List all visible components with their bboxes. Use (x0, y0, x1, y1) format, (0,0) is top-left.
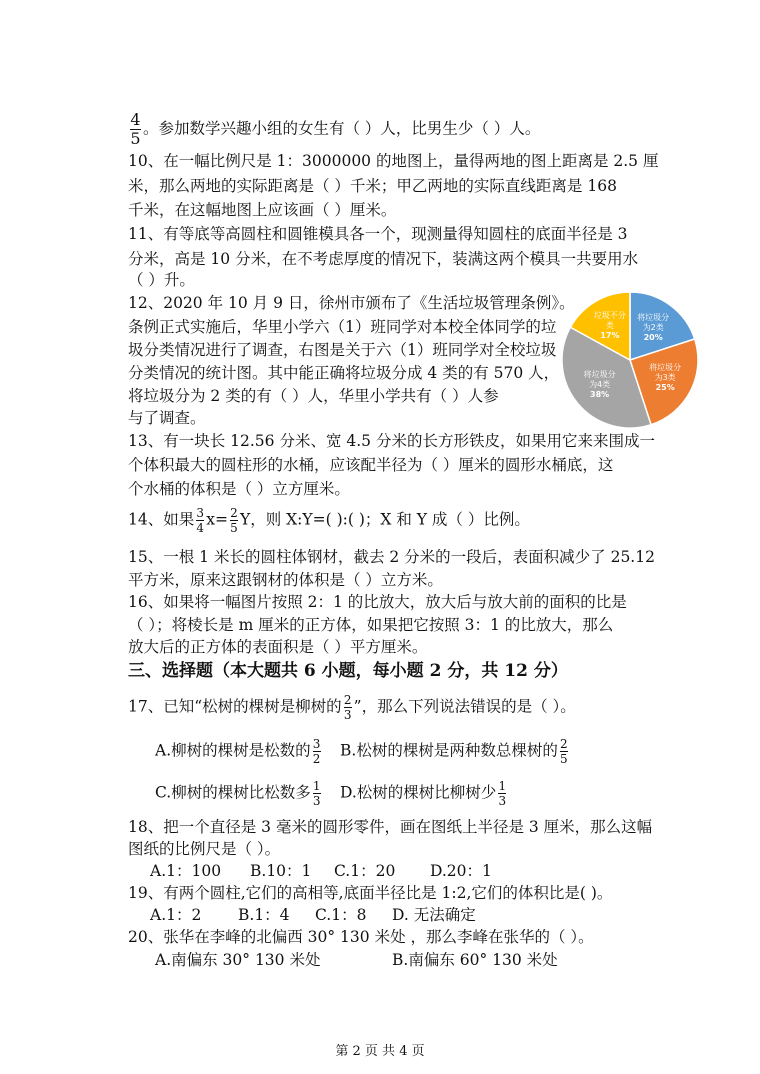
q17-option-c: C.柳树的棵树比松数多 $\frac{1}{3}$ (155, 779, 321, 808)
q12-line2: 条例正式实施后，华里小学六（1）班同学对本校全体同学的垃 (128, 318, 557, 336)
q19-line1: 19、有两个圆柱,它们的高相等,底面半径比是 1:2,它们的体积比是( )。 (128, 884, 613, 902)
q14-line: 14、如果 $\frac{3}{4}$ x= $\frac{2}{5}$ Y，则 X:Y=( ):( )；X 和 Y 成（ ）比例。 (128, 506, 530, 535)
q17-fraction: $\frac{2}{3}$ (343, 693, 352, 722)
q16-line2: （ ）；将棱长是 m 厘米的正方体，如果把它按照 3：1 的比放大，那么 (128, 616, 614, 634)
q13-line1: 13、有一块长 12.56 分米、宽 4.5 分米的长方形铁皮，如果用它来来围成一 (128, 432, 655, 450)
q10-line1: 10、在一幅比例尺是 1：3000000 的地图上，量得两地的图上距离是 2.5 厘 (128, 152, 659, 170)
q13-line3: 个水桶的体积是（ ）立方厘米。 (128, 480, 350, 498)
q12-line1: 12、2020 年 10 月 9 日，徐州市颁布了《生活垃圾管理条例》。 (128, 294, 575, 312)
q12-line5: 将垃圾分为 2 类的有（ ）人，华里小学共有（ ）人参 (128, 387, 499, 405)
q14-fraction-1: $\frac{3}{4}$ (196, 506, 205, 535)
q19-option-c: C.1：8 (315, 906, 367, 924)
q18-line1: 18、把一个直径是 3 毫米的圆形零件，画在图纸上半径是 3 厘米，那么这幅 (128, 818, 653, 836)
q17-option-a: A.柳树的棵树是松数的 $\frac{3}{2}$ (155, 737, 321, 766)
q18-option-c: C.1：20 (334, 862, 396, 880)
q10-line2: 米，那么两地的实际距离是（ ）千米；甲乙两地的实际直线距离是 168 (128, 177, 617, 195)
q17-option-b: B.松树的棵树是两种数总棵树的 $\frac{2}{5}$ (340, 737, 568, 766)
q9-fraction: $\frac{4}{5}$ (130, 110, 141, 148)
q15-line1: 15、一根 1 米长的圆柱体钢材，截去 2 分米的一段后，表面积减少了 25.12 (128, 548, 655, 566)
q18-option-a: A.1：100 (150, 862, 222, 880)
q13-line2: 个体积最大的圆柱形的水桶，应该配半径为（ ）厘米的圆形水桶底，这 (128, 456, 614, 474)
garbage-sorting-pie-chart (555, 285, 705, 435)
section3-heading: 三、选择题（本大题共 6 小题，每小题 2 分，共 12 分） (128, 661, 568, 681)
q18-option-d: D.20：1 (430, 862, 492, 880)
pie-label-1: 将垃圾分为3类 25% (649, 362, 682, 392)
q17-option-d: D.松树的棵树比柳树少 $\frac{1}{3}$ (340, 779, 507, 808)
q11-line1: 11、有等底等高圆柱和圆锥模具各一个，现测量得知圆柱的底面半径是 3 (128, 225, 628, 243)
q12-line4: 分类情况的统计图。其中能正确将垃圾分成 4 类的有 570 人， (128, 364, 560, 382)
q19-option-b: B.1：4 (238, 906, 290, 924)
q20-option-b: B.南偏东 60° 130 米处 (392, 951, 558, 969)
q19-option-a: A.1：2 (150, 906, 202, 924)
q20-option-a: A.南偏东 30° 130 米处 (155, 951, 321, 969)
q16-line3: 放大后的正方体的表面积是（ ）平方厘米。 (128, 638, 428, 656)
page-footer: 第 2 页 共 4 页 (335, 1044, 425, 1059)
q19-option-d: D. 无法确定 (392, 906, 476, 924)
pie-label-3: 垃圾不分类 17% (593, 311, 626, 341)
q20-line1: 20、张华在李峰的北偏西 30° 130 米处 ，那么李峰在张华的（ ）。 (128, 928, 594, 946)
q16-line1: 16、如果将一幅图片按照 2：1 的比放大，放大后与放大前的面积的比是 (128, 593, 627, 611)
q11-line2: 分米，高是 10 分米，在不考虑厚度的情况下，装满这两个模具一共要用水 (128, 250, 639, 268)
q18-line2: 图纸的比例尺是（ ）。 (128, 840, 281, 858)
q14-fraction-2: $\frac{2}{5}$ (230, 506, 238, 535)
q10-line3: 千米，在这幅地图上应该画（ ）厘米。 (128, 201, 397, 219)
q9-tail: $\frac{4}{5}$ 。参加数学兴趣小组的女生有（ ）人，比男生少（ ）人。 (130, 110, 541, 148)
q11-line3: （ ）升。 (128, 271, 195, 289)
q17-stem: 17、已知“松树的棵树是柳树的 $\frac{2}{3}$ ”，那么下列说法错误的是（ ）。 (128, 693, 576, 722)
q15-line2: 平方米，原来这跟钢材的体积是（ ）立方米。 (128, 571, 443, 589)
q12-line6: 与了调查。 (128, 409, 206, 427)
q18-option-b: B.10：1 (250, 862, 312, 880)
q12-line3: 圾分类情况进行了调查，右图是关于六（1）班同学对全校垃圾 (128, 341, 557, 359)
pie-label-0: 将垃圾分为2类 20% (637, 313, 670, 343)
pie-label-2: 将垃圾分为4类 38% (583, 370, 616, 400)
